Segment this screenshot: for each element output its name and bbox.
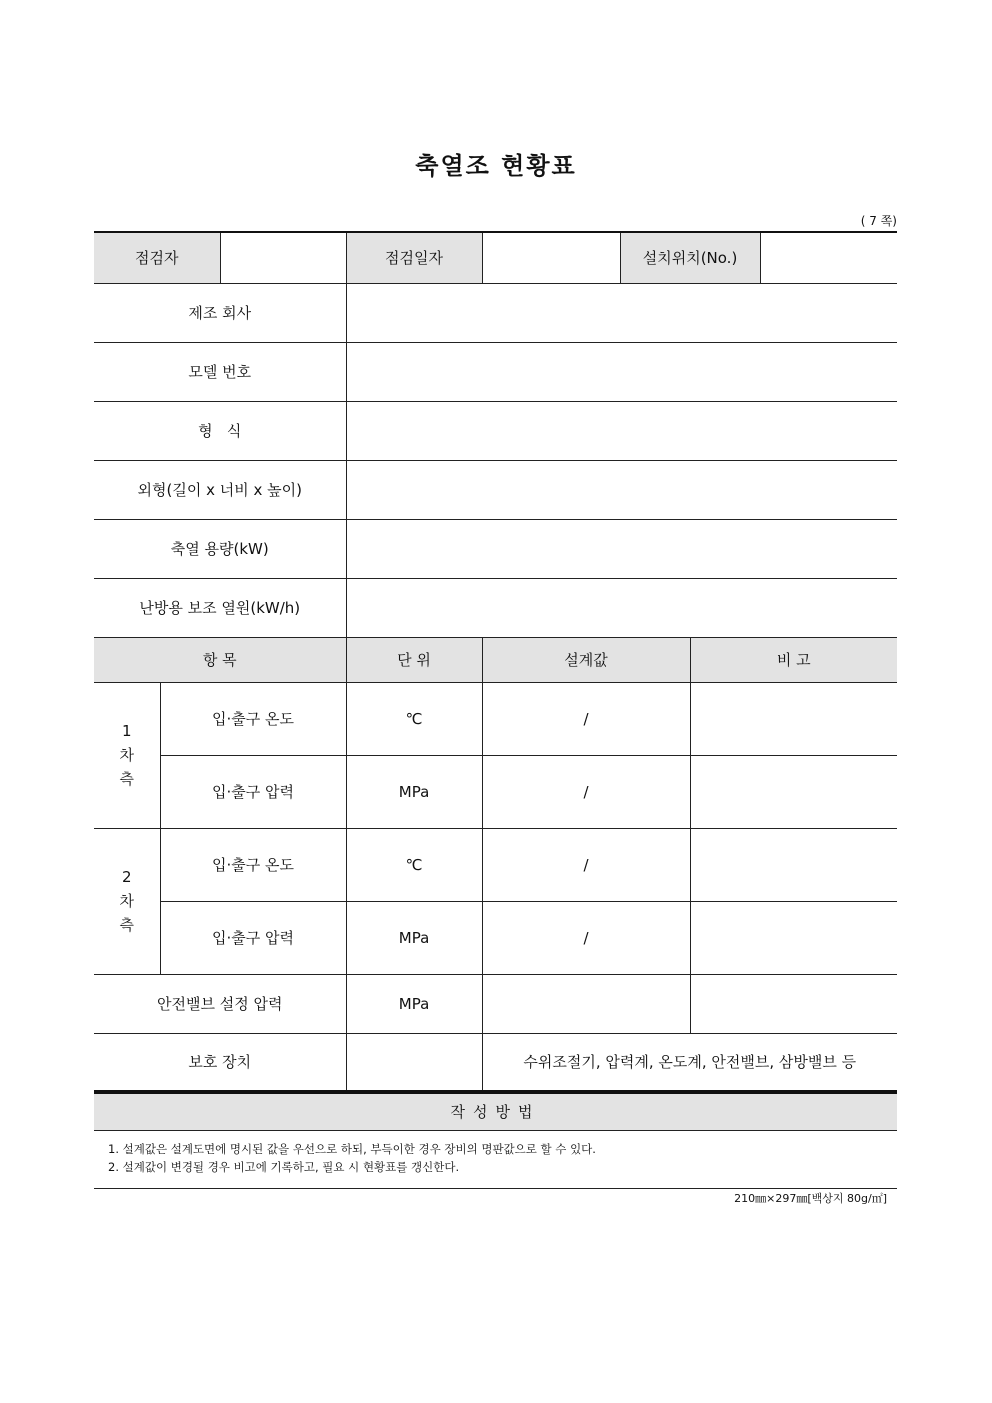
paper-spec: 210㎜×297㎜[백상지 80g/㎡] bbox=[734, 1192, 887, 1205]
primary-pressure-note[interactable] bbox=[690, 755, 897, 828]
secondary-temp-note[interactable] bbox=[690, 828, 897, 901]
model-number-label: 모델 번호 bbox=[94, 342, 346, 401]
secondary-pressure-note[interactable] bbox=[690, 901, 897, 974]
column-header-item: 항 목 bbox=[94, 637, 346, 682]
safety-valve-note[interactable] bbox=[690, 974, 897, 1033]
safety-valve-item: 안전밸브 설정 압력 bbox=[94, 974, 346, 1033]
manufacturer-field[interactable] bbox=[346, 283, 897, 342]
secondary-side-label bbox=[94, 828, 160, 974]
footer-divider bbox=[94, 1188, 897, 1189]
secondary-label-2: 차 bbox=[119, 892, 134, 910]
type-field[interactable] bbox=[346, 401, 897, 460]
primary-label-2: 차 bbox=[119, 746, 134, 764]
manufacturer-label: 제조 회사 bbox=[94, 283, 346, 342]
secondary-temp-design[interactable]: / bbox=[482, 828, 690, 901]
primary-label-3: 측 bbox=[119, 770, 134, 788]
inspector-field[interactable] bbox=[220, 232, 346, 283]
note-2: 2. 설계값이 변경될 경우 비고에 기록하고, 필요 시 현황표를 갱신한다. bbox=[108, 1160, 460, 1174]
page-title: 축열조 현황표 bbox=[415, 152, 577, 180]
primary-temp-note[interactable] bbox=[690, 682, 897, 755]
date-field[interactable] bbox=[482, 232, 620, 283]
aux-heat-source-label: 난방용 보조 열원(kW/h) bbox=[94, 578, 346, 637]
dimensions-field[interactable] bbox=[346, 460, 897, 519]
column-header-note: 비 고 bbox=[690, 637, 897, 682]
storage-capacity-field[interactable] bbox=[346, 519, 897, 578]
secondary-pressure-unit: MPa bbox=[346, 901, 482, 974]
method-section-title: 작성방법 bbox=[94, 1092, 897, 1131]
page-number: ( 7 쪽) bbox=[860, 214, 897, 228]
notes bbox=[108, 1140, 888, 1176]
inspector-label: 점검자 bbox=[94, 232, 220, 283]
aux-heat-source-field[interactable] bbox=[346, 578, 897, 637]
secondary-temp-item: 입·출구 온도 bbox=[160, 828, 346, 901]
safety-valve-design[interactable] bbox=[482, 974, 690, 1033]
location-field[interactable] bbox=[760, 232, 897, 283]
protection-device-unit[interactable] bbox=[346, 1033, 482, 1091]
secondary-label-3: 측 bbox=[119, 916, 134, 934]
storage-capacity-label: 축열 용량(kW) bbox=[94, 519, 346, 578]
note-1: 1. 설계값은 설계도면에 명시된 값을 우선으로 하되, 부득이한 경우 장비의 명판값으로 할 수 있다. bbox=[108, 1142, 596, 1156]
type-label: 형 식 bbox=[94, 401, 346, 460]
secondary-label-1: 2 bbox=[121, 868, 132, 886]
primary-pressure-unit: MPa bbox=[346, 755, 482, 828]
secondary-pressure-design[interactable]: / bbox=[482, 901, 690, 974]
column-header-unit: 단 위 bbox=[346, 637, 482, 682]
safety-valve-unit: MPa bbox=[346, 974, 482, 1033]
protection-device-design: 수위조절기, 압력계, 온도계, 안전밸브, 삼방밸브 등 bbox=[482, 1033, 897, 1091]
column-header-design: 설계값 bbox=[482, 637, 690, 682]
secondary-pressure-item: 입·출구 압력 bbox=[160, 901, 346, 974]
protection-device-item: 보호 장치 bbox=[94, 1033, 346, 1091]
status-table bbox=[94, 231, 897, 1092]
primary-pressure-item: 입·출구 압력 bbox=[160, 755, 346, 828]
dimensions-label: 외형(길이 x 너비 x 높이) bbox=[94, 460, 346, 519]
location-label: 설치위치(No.) bbox=[620, 232, 760, 283]
primary-side-label bbox=[94, 682, 160, 828]
secondary-temp-unit: ℃ bbox=[346, 828, 482, 901]
primary-pressure-design[interactable]: / bbox=[482, 755, 690, 828]
primary-temp-design[interactable]: / bbox=[482, 682, 690, 755]
primary-temp-unit: ℃ bbox=[346, 682, 482, 755]
primary-temp-item: 입·출구 온도 bbox=[160, 682, 346, 755]
model-number-field[interactable] bbox=[346, 342, 897, 401]
date-label: 점검일자 bbox=[346, 232, 482, 283]
primary-label-1: 1 bbox=[121, 722, 132, 740]
